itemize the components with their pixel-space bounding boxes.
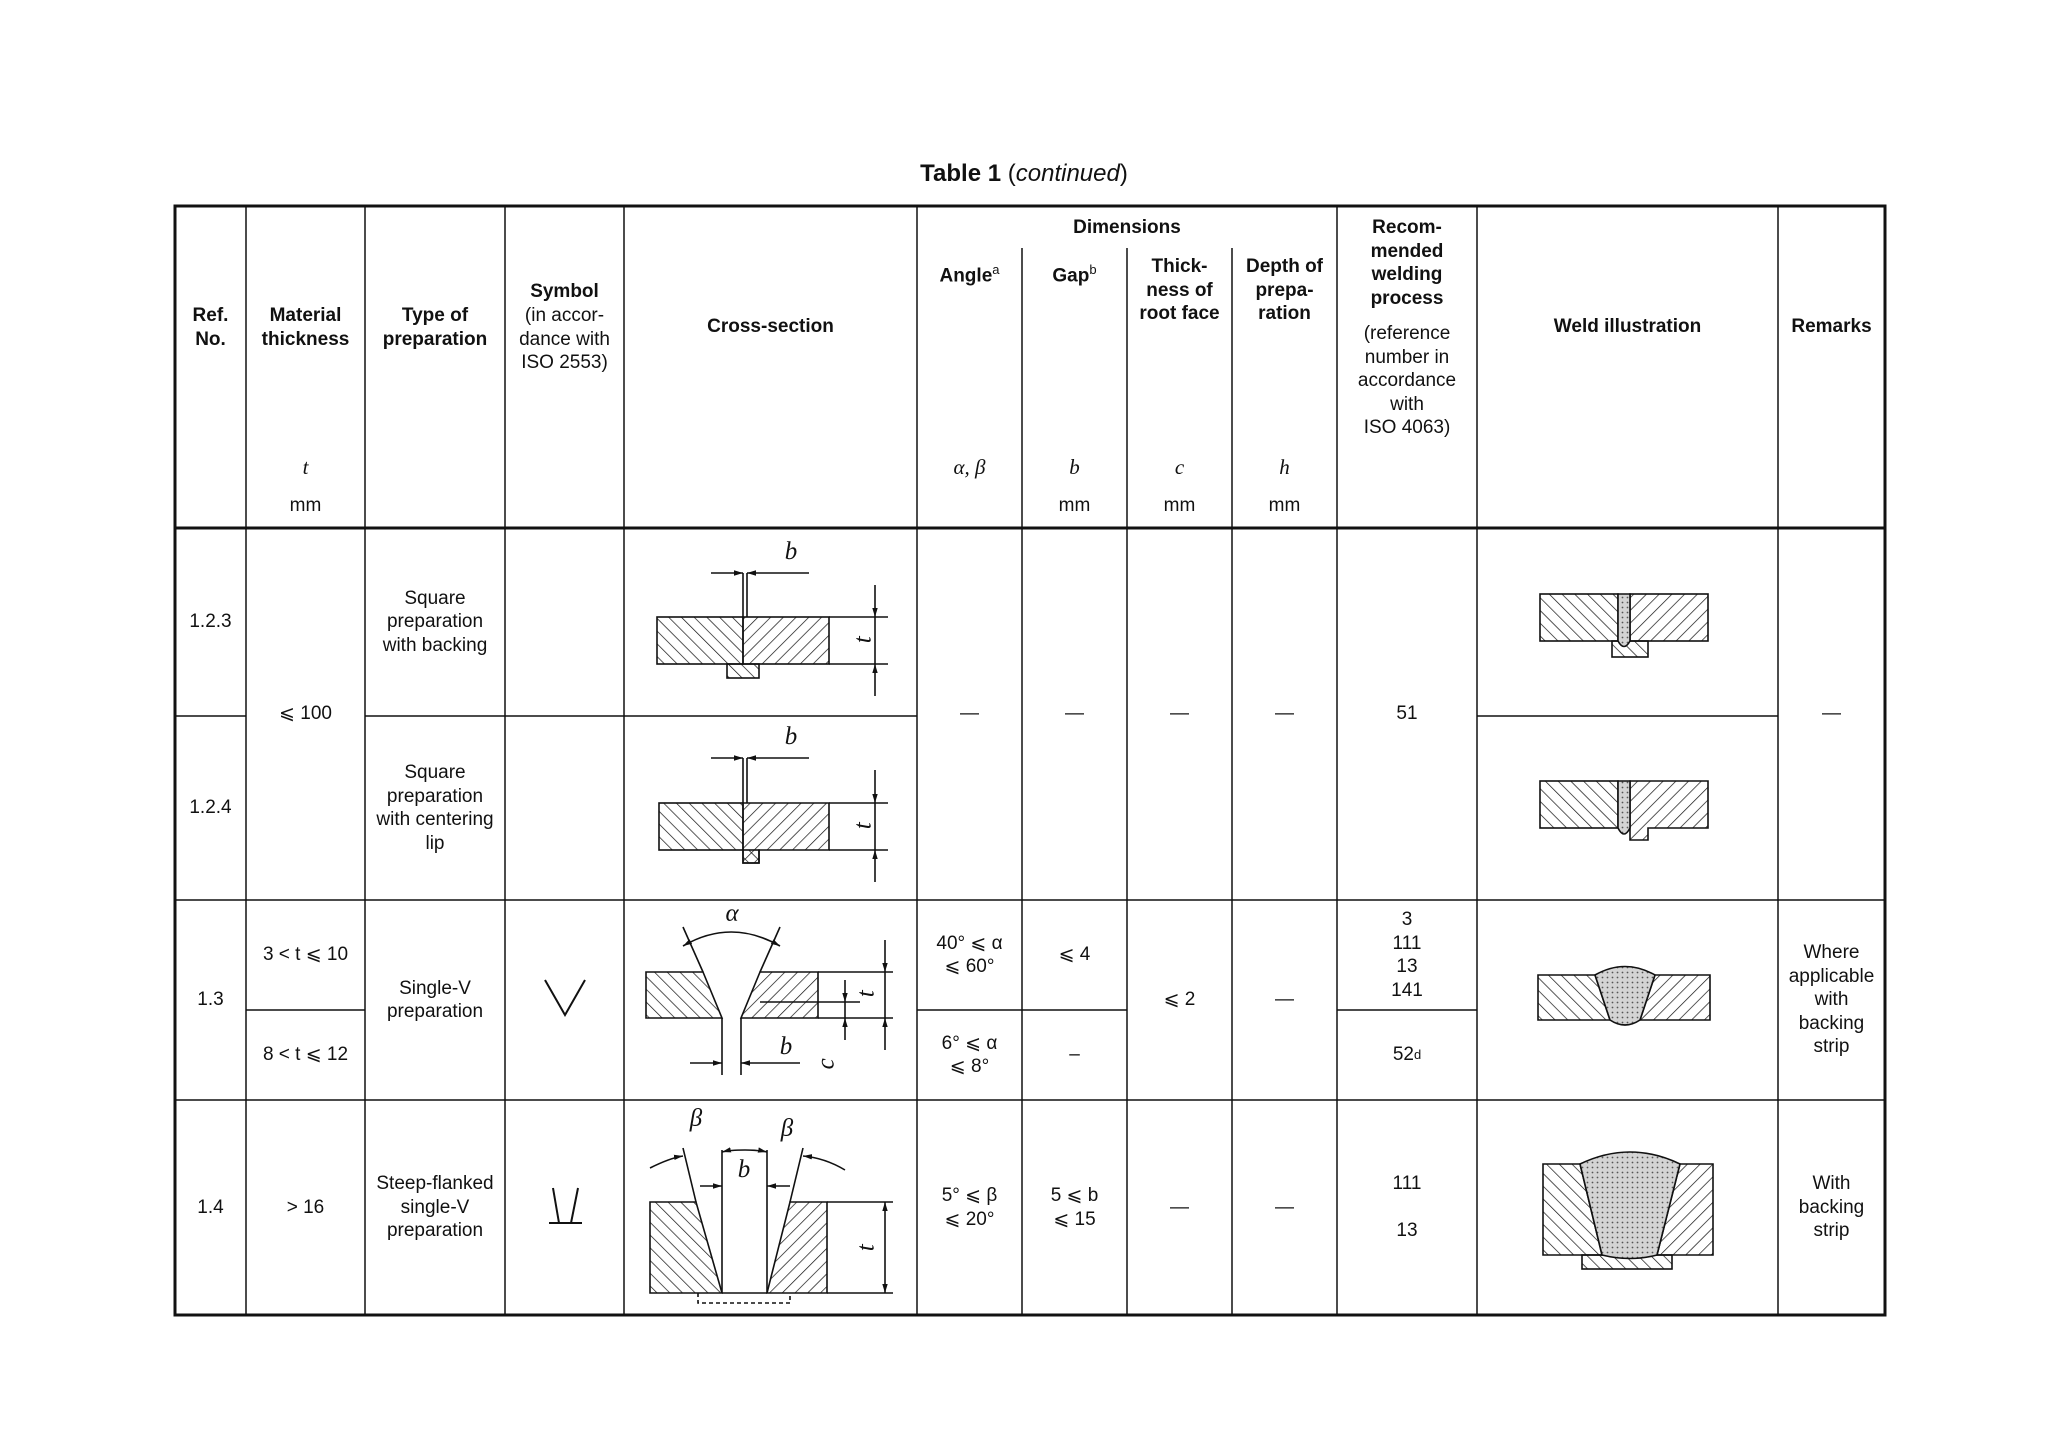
table-caption: Table 1 (continued) <box>920 160 1128 187</box>
steep-flanked-v-weld-symbol <box>549 1188 582 1223</box>
header-gap-unit: mm <box>1058 495 1091 516</box>
dim-label-t-1-2-4: t <box>849 822 877 830</box>
process-1-3-b-footnote: d <box>1413 1047 1422 1063</box>
dim-label-t-1-3: t <box>852 990 880 998</box>
header-welding-process: Recom- mended welding process <box>1370 217 1444 309</box>
remarks-1-4: With backing strip <box>1798 1173 1865 1242</box>
dim-label-t-1-4: t <box>852 1244 880 1252</box>
type-1-2-4: Square preparation with centering lip <box>376 762 494 854</box>
angle-1-4: 5° ⩽ β ⩽ 20° <box>941 1185 998 1230</box>
weld-illustration-single-v <box>1538 967 1710 1026</box>
angle-1-2: — <box>960 703 979 725</box>
angle-1-3-a: 40° ⩽ α ⩽ 60° <box>936 932 1003 977</box>
header-angle <box>917 258 1022 288</box>
dim-label-b-1-4: b <box>737 1156 751 1183</box>
header-depth-symbol: h <box>1279 455 1290 479</box>
header-angle-footnote: a <box>992 262 1000 277</box>
header-symbol: Symbol <box>530 281 599 302</box>
single-v-weld-symbol <box>545 980 585 1015</box>
header-dimensions: Dimensions <box>1073 217 1181 238</box>
type-1-3: Single-V preparation <box>386 977 484 1022</box>
header-angle-label: Angle <box>939 265 993 287</box>
table-caption-title: Table 1 <box>920 160 1002 187</box>
weld-illustration-steep-flanked <box>1543 1152 1713 1269</box>
header-material-thickness: Material thickness <box>261 305 350 350</box>
header-gap-symbol: b <box>1069 455 1080 479</box>
process-1-4: 111 13 <box>1392 1173 1422 1242</box>
ref-1-3: 1.3 <box>197 989 224 1011</box>
ref-1-2-4: 1.2.4 <box>189 797 232 819</box>
header-root-face: Thick- ness of root face <box>1139 256 1220 324</box>
dim-label-c-1-3: c <box>812 1058 840 1070</box>
type-1-2-3: Square preparation with backing <box>382 587 488 656</box>
process-1-3-a: 3 111 13 141 <box>1391 909 1423 1001</box>
thickness-1-2: ⩽ 100 <box>279 703 332 725</box>
root-face-1-2: — <box>1170 703 1189 725</box>
ref-1-4: 1.4 <box>197 1196 224 1218</box>
type-1-4: Steep-flanked single-V preparation <box>376 1173 494 1242</box>
header-depth-unit: mm <box>1268 495 1301 516</box>
remarks-1-3: Where applicable with backing strip <box>1788 942 1875 1058</box>
dim-label-beta-right-1-4: β <box>780 1115 794 1142</box>
depth-1-2: — <box>1275 703 1294 725</box>
depth-1-4: — <box>1275 1196 1294 1218</box>
gap-1-4: 5 ⩽ b ⩽ 15 <box>1050 1185 1099 1230</box>
root-face-1-4: — <box>1170 1196 1189 1218</box>
header-root-face-symbol: c <box>1174 455 1185 479</box>
gap-1-2: — <box>1065 703 1084 725</box>
ref-1-2-3: 1.2.3 <box>189 611 232 633</box>
angle-1-3-b: 6° ⩽ α ⩽ 8° <box>941 1032 998 1077</box>
weld-illustration-square-backing <box>1540 594 1708 657</box>
dim-label-b-1-2-3: b <box>784 538 798 565</box>
weld-illustration-square-centering-lip <box>1540 781 1708 840</box>
header-material-thickness-unit: mm <box>289 495 322 516</box>
header-gap <box>1022 258 1127 288</box>
header-cross-section: Cross-section <box>707 316 834 337</box>
depth-1-3: — <box>1275 989 1294 1011</box>
dim-label-b-1-2-4: b <box>784 723 798 750</box>
thickness-1-4: > 16 <box>286 1196 325 1218</box>
header-gap-footnote: b <box>1089 262 1097 277</box>
header-remarks: Remarks <box>1791 316 1872 337</box>
process-1-3-b-value: 52 <box>1392 1044 1414 1066</box>
process-1-3-b <box>1337 1010 1477 1100</box>
header-angle-symbol: α, β <box>953 455 986 479</box>
root-face-1-3: ⩽ 2 <box>1163 989 1196 1011</box>
gap-1-3-b: – <box>1069 1044 1080 1066</box>
thickness-1-3-a: 3 < t ⩽ 10 <box>262 944 349 966</box>
dim-label-alpha-1-3: α <box>725 900 739 927</box>
header-welding-process-note: (reference number in accordance with ISO 4063) <box>1357 323 1457 438</box>
header-ref-no: Ref. No. <box>192 305 229 350</box>
dim-label-b-1-3: b <box>779 1033 793 1060</box>
header-gap-label: Gap <box>1052 265 1090 287</box>
dim-label-beta-left-1-4: β <box>689 1105 703 1132</box>
process-1-2: 51 <box>1396 703 1418 725</box>
gap-1-3-a: ⩽ 4 <box>1058 944 1091 966</box>
header-weld-illustration: Weld illustration <box>1553 316 1702 337</box>
dim-label-t-1-2-3: t <box>849 636 877 644</box>
cross-section-steep-flanked <box>650 1148 893 1303</box>
remarks-1-2: — <box>1822 703 1841 725</box>
header-type-of-preparation: Type of preparation <box>382 305 488 350</box>
thickness-1-3-b: 8 < t ⩽ 12 <box>262 1044 349 1066</box>
header-material-thickness-symbol: t <box>302 455 309 479</box>
header-root-face-unit: mm <box>1163 495 1196 516</box>
header-symbol-note: (in accor- dance with ISO 2553) <box>519 305 610 373</box>
header-depth-of-preparation: Depth of prepa- ration <box>1245 256 1324 324</box>
table-caption-suffix: continued <box>1015 160 1120 187</box>
